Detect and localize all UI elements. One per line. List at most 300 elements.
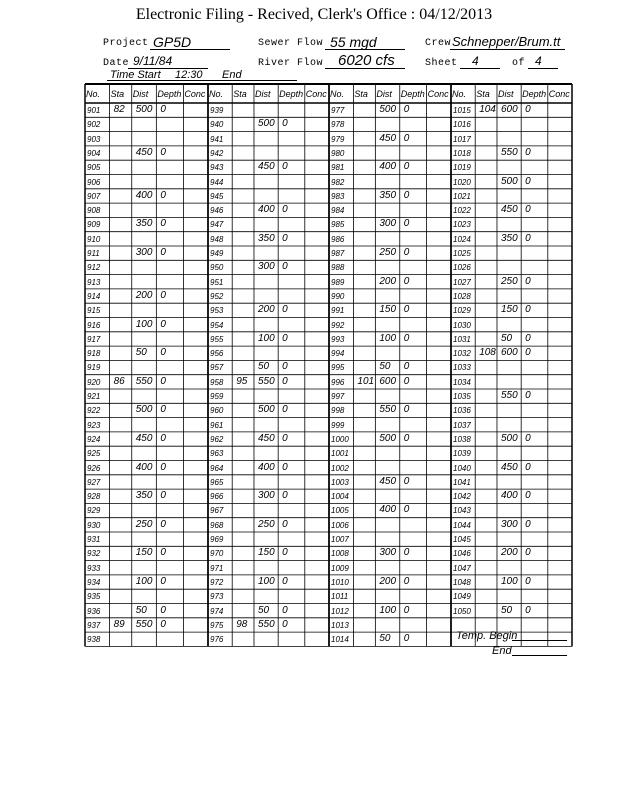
distance-cell: 400 <box>257 204 275 216</box>
station-cell: 108 <box>479 347 496 359</box>
depth-cell: 0 <box>403 404 410 416</box>
row-number-cell: 976 <box>210 635 224 645</box>
row-number-cell: 979 <box>331 134 345 144</box>
row-number-cell: 1001 <box>331 449 349 459</box>
project-label: Project <box>103 38 149 49</box>
row-number-cell: 1011 <box>331 592 349 602</box>
depth-cell: 0 <box>403 633 410 645</box>
row-number-cell: 934 <box>87 577 101 587</box>
depth-cell: 0 <box>403 504 410 516</box>
row-number-cell: 930 <box>87 520 101 530</box>
depth-cell: 0 <box>282 161 288 173</box>
row-number-cell: 1029 <box>453 306 471 316</box>
row-number-cell: 939 <box>210 106 224 115</box>
column-header: No. <box>452 89 467 99</box>
distance-cell: 50 <box>500 332 513 344</box>
column-header: Conc <box>305 89 327 99</box>
distance-cell: 50 <box>257 604 270 616</box>
distance-cell: 450 <box>500 204 518 216</box>
row-number-cell: 988 <box>331 263 345 273</box>
row-number-cell: 969 <box>210 535 224 544</box>
row-number-cell: 1021 <box>453 191 471 201</box>
column-header: Sta <box>110 89 125 99</box>
row-number-cell: 1023 <box>453 220 471 230</box>
row-number-cell: 1024 <box>453 234 471 244</box>
station-cell: 104 <box>479 104 496 115</box>
row-number-cell: 923 <box>87 420 101 430</box>
distance-cell: 450 <box>135 432 153 444</box>
row-number-cell: 938 <box>87 635 101 645</box>
row-number-cell: 1012 <box>331 606 349 616</box>
sewer-flow-value: 55 mgd <box>330 34 377 50</box>
distance-cell: 400 <box>500 490 518 502</box>
depth-cell: 0 <box>160 461 166 473</box>
row-number-cell: 971 <box>210 563 224 573</box>
distance-cell: 550 <box>500 146 518 158</box>
row-number-cell: 961 <box>210 420 224 430</box>
row-number-cell: 970 <box>210 549 224 559</box>
column-header: Dist <box>254 89 271 99</box>
depth-cell: 0 <box>282 432 288 444</box>
row-number-cell: 901 <box>87 106 101 115</box>
distance-cell: 100 <box>135 318 153 330</box>
depth-cell: 0 <box>403 375 410 387</box>
row-number-cell: 994 <box>331 349 345 359</box>
depth-cell: 0 <box>403 475 410 487</box>
row-number-cell: 919 <box>87 363 101 373</box>
depth-cell: 0 <box>282 618 288 630</box>
row-number-cell: 1037 <box>453 420 471 430</box>
depth-cell: 0 <box>160 547 166 559</box>
distance-cell: 200 <box>135 289 153 301</box>
depth-cell: 0 <box>282 232 288 244</box>
distance-cell: 450 <box>135 146 153 158</box>
row-number-cell: 948 <box>210 234 224 244</box>
row-number-cell: 1015 <box>453 106 471 115</box>
row-number-cell: 932 <box>87 549 101 559</box>
row-number-cell: 914 <box>87 291 101 301</box>
sheet-label: Sheet <box>425 58 458 69</box>
depth-cell: 0 <box>282 361 288 373</box>
row-number-cell: 1026 <box>453 263 471 273</box>
distance-cell: 100 <box>257 575 275 587</box>
depth-cell: 0 <box>403 361 410 373</box>
depth-cell: 0 <box>160 518 166 530</box>
row-number-cell: 944 <box>210 177 224 187</box>
column-header: Conc <box>427 89 449 99</box>
depth-cell: 0 <box>282 547 288 559</box>
distance-cell: 50 <box>379 633 391 645</box>
column-header: No. <box>86 89 101 99</box>
crew-value: Schnepper/Brum.tt <box>452 34 561 49</box>
row-number-cell: 1033 <box>453 363 471 373</box>
column-header: Depth <box>279 89 304 99</box>
row-number-cell: 964 <box>210 463 224 473</box>
depth-cell: 0 <box>160 289 166 301</box>
distance-cell: 350 <box>257 232 275 244</box>
row-number-cell: 1014 <box>331 635 349 645</box>
distance-cell: 150 <box>379 304 397 316</box>
end-note: End <box>492 645 512 657</box>
distance-cell: 350 <box>135 218 153 230</box>
depth-cell: 0 <box>525 332 531 344</box>
distance-cell: 550 <box>257 375 275 387</box>
row-number-cell: 967 <box>210 506 224 516</box>
of-value: 4 <box>535 54 542 68</box>
station-cell: 86 <box>113 375 125 387</box>
distance-cell: 200 <box>500 547 518 559</box>
depth-cell: 0 <box>282 461 288 473</box>
row-number-cell: 996 <box>331 377 345 387</box>
distance-cell: 100 <box>500 575 518 587</box>
row-number-cell: 915 <box>87 306 101 316</box>
row-number-cell: 1009 <box>331 563 349 573</box>
distance-cell: 500 <box>500 175 518 187</box>
depth-cell: 0 <box>525 390 531 401</box>
distance-cell: 500 <box>379 104 397 115</box>
distance-cell: 250 <box>379 247 397 258</box>
distance-cell: 450 <box>379 132 397 144</box>
column-header: Conc <box>184 89 206 99</box>
row-number-cell: 985 <box>331 220 345 230</box>
row-number-cell: 1007 <box>331 535 349 544</box>
row-number-cell: 926 <box>87 463 101 473</box>
distance-cell: 400 <box>257 461 275 473</box>
depth-cell: 0 <box>403 104 410 115</box>
row-number-cell: 1041 <box>453 477 471 487</box>
depth-cell: 0 <box>525 604 531 616</box>
distance-cell: 250 <box>257 518 275 530</box>
distance-cell: 450 <box>500 461 518 473</box>
row-number-cell: 990 <box>331 291 345 301</box>
column-header: Depth <box>400 89 425 99</box>
row-number-cell: 931 <box>87 535 101 544</box>
distance-cell: 350 <box>379 189 397 201</box>
row-number-cell: 1005 <box>331 506 349 516</box>
row-number-cell: 1004 <box>331 492 349 502</box>
distance-cell: 50 <box>500 604 513 616</box>
distance-cell: 100 <box>379 604 397 616</box>
distance-cell: 100 <box>257 332 275 344</box>
river-flow-value: 6020 cfs <box>338 52 395 69</box>
row-number-cell: 975 <box>210 620 224 630</box>
column-header: Conc <box>548 89 570 99</box>
row-number-cell: 924 <box>87 434 101 444</box>
end-label: End <box>222 69 242 81</box>
row-number-cell: 953 <box>210 306 224 316</box>
distance-cell: 350 <box>500 232 518 244</box>
row-number-cell: 1016 <box>453 120 471 130</box>
depth-cell: 0 <box>160 146 166 158</box>
row-number-cell: 986 <box>331 234 345 244</box>
distance-cell: 300 <box>379 547 397 559</box>
row-number-cell: 903 <box>87 134 101 144</box>
row-number-cell: 937 <box>87 620 101 630</box>
distance-cell: 400 <box>379 504 397 516</box>
row-number-cell: 999 <box>331 420 345 430</box>
row-number-cell: 1042 <box>453 492 471 502</box>
distance-cell: 600 <box>500 104 518 115</box>
depth-cell: 0 <box>403 275 410 287</box>
depth-cell: 0 <box>525 232 531 244</box>
row-number-cell: 960 <box>210 406 224 416</box>
row-number-cell: 973 <box>210 592 224 602</box>
distance-cell: 50 <box>135 604 147 616</box>
depth-cell: 0 <box>403 189 410 201</box>
row-number-cell: 963 <box>210 449 224 459</box>
row-number-cell: 958 <box>210 377 224 387</box>
row-number-cell: 956 <box>210 349 224 359</box>
column-header: Sta <box>233 89 247 99</box>
row-number-cell: 942 <box>210 148 224 158</box>
distance-cell: 450 <box>379 475 397 487</box>
distance-cell: 400 <box>135 189 153 201</box>
row-number-cell: 1035 <box>453 392 471 401</box>
row-number-cell: 1017 <box>453 134 471 144</box>
depth-cell: 0 <box>525 146 531 158</box>
depth-cell: 0 <box>403 304 410 316</box>
distance-cell: 200 <box>257 304 275 316</box>
row-number-cell: 912 <box>87 263 101 273</box>
row-number-cell: 1028 <box>453 291 471 301</box>
row-number-cell: 1040 <box>453 463 471 473</box>
row-number-cell: 991 <box>331 306 345 316</box>
distance-cell: 150 <box>500 304 518 316</box>
row-number-cell: 1038 <box>453 434 471 444</box>
depth-cell: 0 <box>525 490 531 502</box>
depth-cell: 0 <box>525 275 531 287</box>
row-number-cell: 945 <box>210 191 224 201</box>
depth-cell: 0 <box>525 432 531 444</box>
distance-cell: 400 <box>135 461 153 473</box>
row-number-cell: 917 <box>87 334 101 344</box>
row-number-cell: 1043 <box>453 506 471 516</box>
distance-cell: 550 <box>379 404 397 416</box>
row-number-cell: 972 <box>210 577 224 587</box>
distance-cell: 150 <box>257 547 275 559</box>
distance-cell: 200 <box>379 275 397 287</box>
depth-cell: 0 <box>282 604 288 616</box>
depth-cell: 0 <box>525 104 531 115</box>
distance-cell: 550 <box>135 618 153 630</box>
column-header: Sta <box>476 89 490 99</box>
row-number-cell: 947 <box>210 220 224 230</box>
row-number-cell: 1046 <box>453 549 471 559</box>
depth-cell: 0 <box>282 518 288 530</box>
row-number-cell: 918 <box>87 349 101 359</box>
row-number-cell: 1000 <box>331 434 349 444</box>
row-number-cell: 929 <box>87 506 101 516</box>
depth-cell: 0 <box>282 375 288 387</box>
distance-cell: 250 <box>135 518 153 530</box>
row-number-cell: 959 <box>210 392 224 401</box>
row-number-cell: 955 <box>210 334 224 344</box>
row-number-cell: 1022 <box>453 206 471 216</box>
distance-cell: 100 <box>135 575 153 587</box>
row-number-cell: 949 <box>210 249 224 258</box>
depth-cell: 0 <box>160 218 166 230</box>
row-number-cell: 902 <box>87 120 101 130</box>
row-number-cell: 952 <box>210 291 224 301</box>
depth-cell: 0 <box>282 404 288 416</box>
row-number-cell: 905 <box>87 163 101 173</box>
time-start-label: Time Start <box>110 69 161 81</box>
distance-cell: 300 <box>257 261 275 273</box>
row-number-cell: 922 <box>87 406 101 416</box>
station-cell: 98 <box>236 618 248 630</box>
depth-cell: 0 <box>525 461 531 473</box>
column-header: Depth <box>157 89 182 99</box>
row-number-cell: 1002 <box>331 463 349 473</box>
depth-cell: 0 <box>160 404 166 416</box>
depth-cell: 0 <box>160 604 166 616</box>
column-header: No. <box>209 89 224 99</box>
depth-cell: 0 <box>525 304 531 316</box>
row-number-cell: 954 <box>210 320 224 330</box>
row-number-cell: 936 <box>87 606 101 616</box>
depth-cell: 0 <box>403 547 410 559</box>
row-number-cell: 957 <box>210 363 224 373</box>
depth-cell: 0 <box>525 547 531 559</box>
row-number-cell: 977 <box>331 106 345 115</box>
row-number-cell: 1003 <box>331 477 349 487</box>
row-number-cell: 904 <box>87 148 101 158</box>
row-number-cell: 978 <box>331 120 345 130</box>
distance-cell: 500 <box>500 432 518 444</box>
depth-cell: 0 <box>160 618 166 630</box>
distance-cell: 550 <box>135 375 153 387</box>
depth-cell: 0 <box>525 175 531 187</box>
row-number-cell: 962 <box>210 434 224 444</box>
row-number-cell: 966 <box>210 492 224 502</box>
distance-cell: 550 <box>500 390 518 401</box>
row-number-cell: 1013 <box>331 620 349 630</box>
filing-banner: Electronic Filing - Recived, Clerk's Office : 04/12/2013 <box>135 6 493 23</box>
row-number-cell: 928 <box>87 492 101 502</box>
depth-cell: 0 <box>160 575 166 587</box>
row-number-cell: 935 <box>87 592 101 602</box>
depth-cell: 0 <box>282 204 288 216</box>
row-number-cell: 1008 <box>331 549 349 559</box>
row-number-cell: 940 <box>210 120 224 130</box>
row-number-cell: 995 <box>331 363 345 373</box>
depth-cell: 0 <box>282 261 288 273</box>
depth-cell: 0 <box>282 332 288 344</box>
depth-cell: 0 <box>525 347 531 359</box>
column-header: Sta <box>354 89 368 99</box>
distance-cell: 550 <box>257 618 275 630</box>
column-header: Depth <box>522 89 547 99</box>
row-number-cell: 965 <box>210 477 224 487</box>
station-cell: 82 <box>113 104 125 115</box>
row-number-cell: 983 <box>331 191 345 201</box>
distance-cell: 300 <box>500 518 518 530</box>
distance-cell: 500 <box>135 404 153 416</box>
depth-cell: 0 <box>160 247 166 258</box>
row-number-cell: 921 <box>87 392 101 401</box>
row-number-cell: 925 <box>87 449 101 459</box>
row-number-cell: 951 <box>210 277 224 287</box>
row-number-cell: 1027 <box>453 277 471 287</box>
depth-cell: 0 <box>525 204 531 216</box>
row-number-cell: 920 <box>87 377 101 387</box>
row-number-cell: 984 <box>331 206 345 216</box>
distance-cell: 500 <box>257 404 275 416</box>
row-number-cell: 946 <box>210 206 224 216</box>
row-number-cell: 1036 <box>453 406 471 416</box>
distance-cell: 300 <box>135 247 153 258</box>
depth-cell: 0 <box>403 161 410 173</box>
depth-cell: 0 <box>160 347 166 359</box>
depth-cell: 0 <box>403 218 410 230</box>
row-number-cell: 1044 <box>453 520 471 530</box>
row-number-cell: 1006 <box>331 520 349 530</box>
row-number-cell: 989 <box>331 277 345 287</box>
row-number-cell: 1048 <box>453 577 471 587</box>
station-cell: 101 <box>357 375 375 387</box>
distance-cell: 450 <box>257 161 275 173</box>
row-number-cell: 1019 <box>453 163 471 173</box>
temp-begin-note: Temp. Begin <box>456 630 518 642</box>
temp-begin-underline <box>512 640 567 641</box>
date-label: Date <box>103 58 130 69</box>
row-number-cell: 1032 <box>453 349 471 359</box>
depth-cell: 0 <box>282 490 288 502</box>
depth-cell: 0 <box>282 118 288 130</box>
distance-cell: 350 <box>135 490 153 502</box>
distance-cell: 600 <box>379 375 397 387</box>
distance-cell: 50 <box>135 347 147 359</box>
row-number-cell: 950 <box>210 263 224 273</box>
row-number-cell: 1031 <box>453 334 471 344</box>
depth-cell: 0 <box>525 575 531 587</box>
distance-cell: 150 <box>135 547 153 559</box>
row-number-cell: 1047 <box>453 563 471 573</box>
distance-cell: 100 <box>379 332 397 344</box>
depth-cell: 0 <box>403 604 410 616</box>
row-number-cell: 1018 <box>453 148 471 158</box>
distance-cell: 300 <box>379 218 397 230</box>
depth-cell: 0 <box>282 575 288 587</box>
distance-cell: 400 <box>379 161 397 173</box>
row-number-cell: 1034 <box>453 377 471 387</box>
depth-cell: 0 <box>282 304 288 316</box>
date-value: 9/11/84 <box>133 54 173 68</box>
row-number-cell: 968 <box>210 520 224 530</box>
depth-cell: 0 <box>160 189 166 201</box>
depth-cell: 0 <box>403 132 410 144</box>
row-number-cell: 906 <box>87 177 101 187</box>
column-header: Dist <box>497 89 514 99</box>
row-number-cell: 933 <box>87 563 101 573</box>
distance-cell: 50 <box>257 361 270 373</box>
distance-cell: 450 <box>257 432 275 444</box>
depth-cell: 0 <box>403 247 410 258</box>
distance-cell: 600 <box>500 347 518 359</box>
row-number-cell: 927 <box>87 477 101 487</box>
row-number-cell: 982 <box>331 177 345 187</box>
row-number-cell: 1045 <box>453 535 471 544</box>
row-number-cell: 1049 <box>453 592 471 602</box>
row-number-cell: 987 <box>331 249 345 258</box>
distance-cell: 500 <box>379 432 397 444</box>
depth-cell: 0 <box>403 432 410 444</box>
row-number-cell: 916 <box>87 320 101 330</box>
row-number-cell: 910 <box>87 234 101 244</box>
river-flow-label: River Flow <box>258 58 324 69</box>
row-number-cell: 980 <box>331 148 345 158</box>
column-header: Dist <box>376 89 392 99</box>
